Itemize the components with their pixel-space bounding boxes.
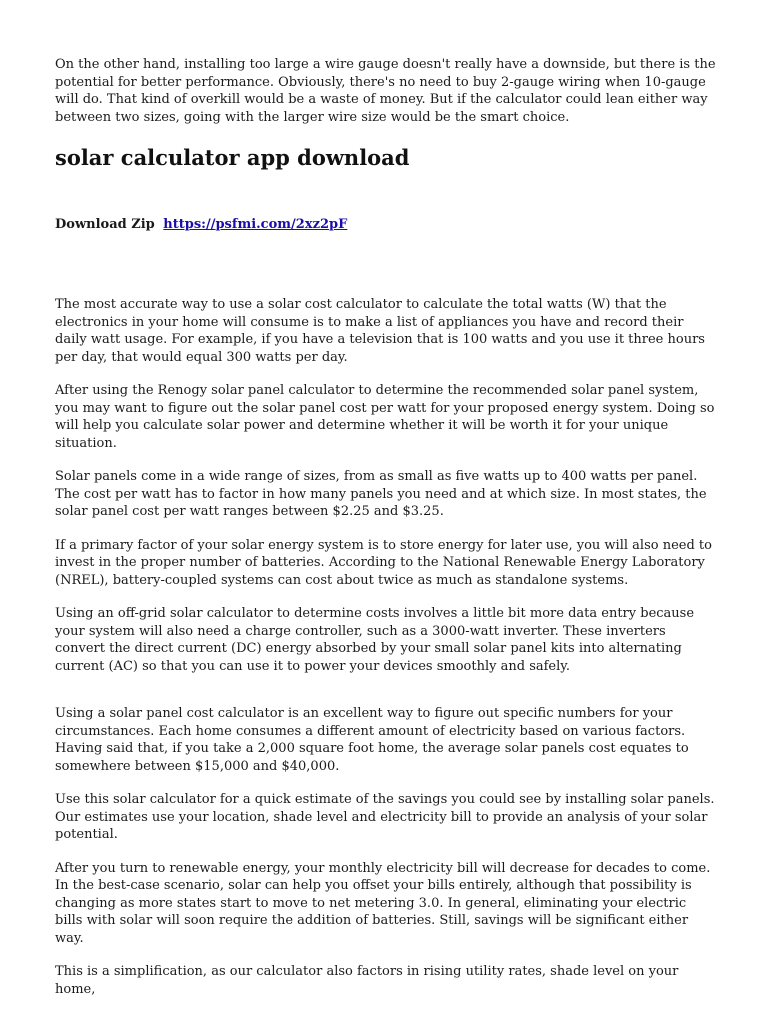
paragraph-off-grid: Using an off-grid solar calculator to determine costs involves a little bit more data entry because your system will also need a charge controller, such as a 3000-watt inverter. These inverters convert the direct current (DC) energy absorbed by your small solar panel kits into alternating current (AC) so that you can use it to power your devices smoothly and safely. [55,606,695,674]
paragraph-panel-sizes: Solar panels come in a wide range of sizes, from as small as five watts up to 400 watts per panel. The cost per watt has to factor in how many panels you need and at which size. In most states, the solar panel cost per watt ranges between $2.25 and $3.25. [55,469,707,519]
paragraph-batteries: If a primary factor of your solar energy system is to store energy for later use, you will also need to invest in the proper number of batteries. According to the National Renewable Energy Laboratory (NREL), battery-coupled systems can cost about twice as much as standalone systems. [55,537,712,588]
paragraph-savings-estimate: Use this solar calculator for a quick estimate of the savings you could see by installing solar panels. Our estimates use your location, shade level and electricity bill to provide an analysis of your solar potential. [55,792,715,842]
page-heading: solar calculator app download [55,145,410,170]
spacer [55,691,717,705]
paragraph-renewable-energy: After you turn to renewable energy, your monthly electricity bill will decrease for decades to come. In the best-case scenario, solar can help you offset your bills entirely, although that possibility is changing as more states start to move to net metering 3.0. In general, eliminating your electric bills with solar will soon require the addition of batteries. Still, savings will be significant either way. [55,860,711,946]
paragraph-simplification: This is a simplification, as our calculator also factors in rising utility rates, shade level on your home, [55,964,679,997]
download-link[interactable]: https://psfmi.com/2xz2pF [163,217,348,232]
paragraph-watts: The most accurate way to use a solar cost calculator to calculate the total watts (W) that the electronics in your home will consume is to make a list of appliances you have and record their daily watt usage. For example, if you have a television that is 100 watts and you use it three hours per day, that would equal 300 watts per day. [55,297,705,365]
download-label: Download Zip [55,217,155,232]
paragraph-renogy: After using the Renogy solar panel calculator to determine the recommended solar panel system, you may want to figure out the solar panel cost per watt for your proposed energy system. Doing so will help you calculate solar power and determine whether it will be worth it for your unique situation. [55,383,715,451]
intro-paragraph: On the other hand, installing too large a wire gauge doesn't really have a downside, but there is the potential for better performance. Obviously, there's no need to buy 2-gauge wiring when 10-gauge will do. That kind of overkill would be a waste of money. But if the calculator could lean either way between two sizes, going with the larger wire size would be the smart choice. [55,57,716,125]
document-page [55,56,717,1014]
download-line [55,216,717,233]
spacer [55,233,717,296]
paragraph-cost-calculator: Using a solar panel cost calculator is an excellent way to figure out specific numbers for your circumstances. Each home consumes a different amount of electricity based on various factors. Having said that, if you take a 2,000 square foot home, the average solar panels cost equates to somewhere between $15,000 and $40,000. [55,706,689,774]
